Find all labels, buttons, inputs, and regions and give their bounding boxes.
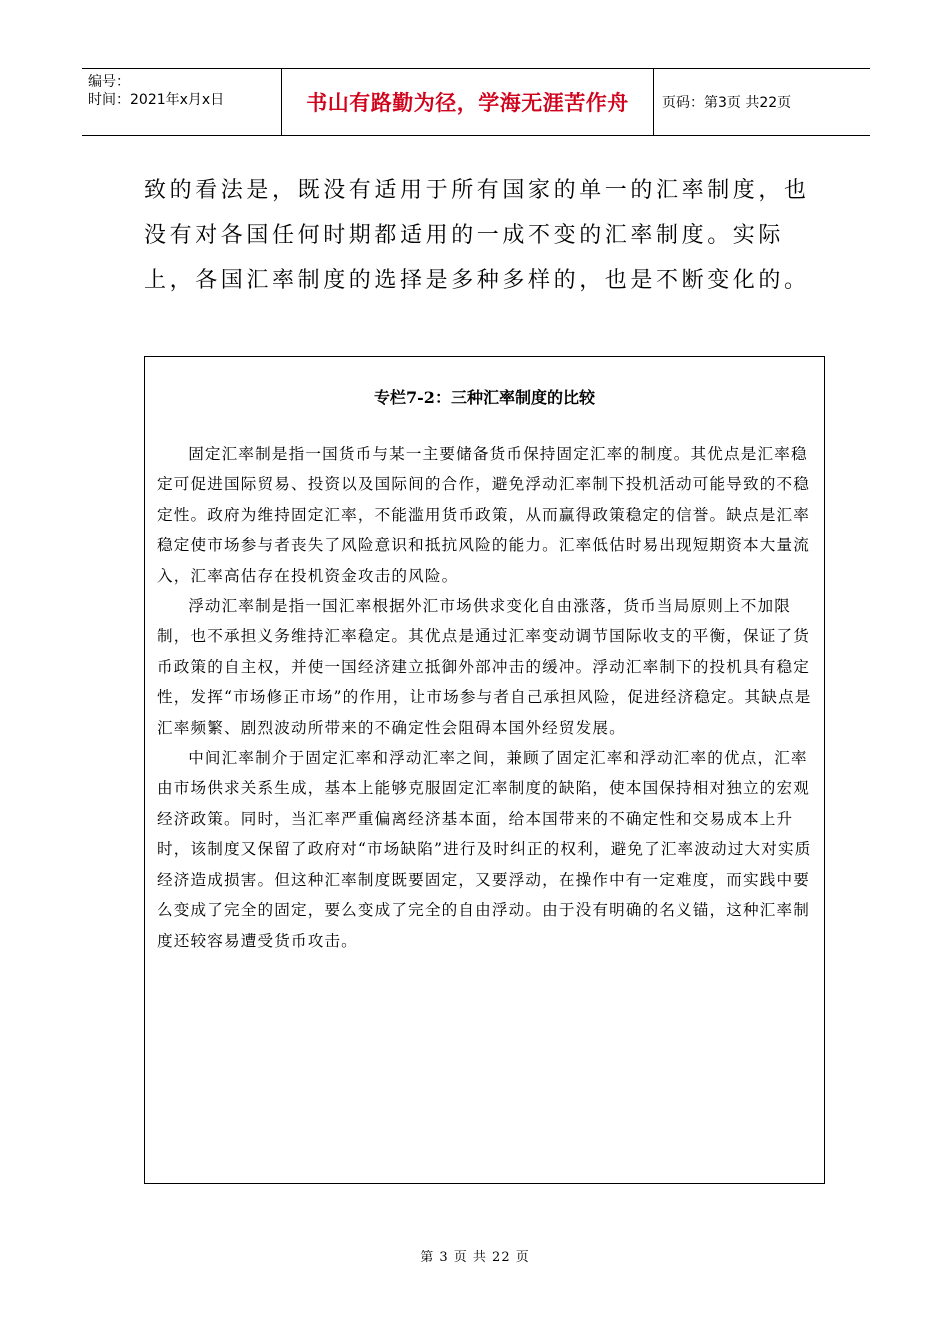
- header-motto: 书山有路勤为径，学海无涯苦作舟: [306, 91, 629, 115]
- sidebar-body: [157, 439, 817, 956]
- sidebar-paragraph-intermediate-rate: 中间汇率制介于固定汇率和浮动汇率之间，兼顾了固定汇率和浮动汇率的优点，汇率由市场供求关系生成，基本上能够克服固定汇率制度的缺陷，使本国保持相对独立的宏观经济政策。同时，当汇率严重偏离经济基本面，给本国带来的不确定性和交易成本上升时，该制度又保留了政府对“市场缺陷”进行及时纠正的权利，避免了汇率波动过大对实质经济造成损害。但这种汇率制度既要固定，又要浮动，在操作中有一定难度，而实践中要么变成了完全的固定，要么变成了完全的自由浮动。由于没有明确的名义锚，这种汇率制度还较容易遭受货币攻击。: [157, 749, 812, 950]
- sidebar-box: [144, 356, 825, 1184]
- document-date: 时间：2021年x月x日: [88, 92, 225, 108]
- header-motto-cell: [282, 69, 654, 135]
- document-number-label: 编号：: [88, 74, 130, 90]
- sidebar-paragraph-floating-rate: 浮动汇率制是指一国汇率根据外汇市场供求变化自由涨落，货币当局原则上不加限制，也不承担义务维持汇率稳定。其优点是通过汇率变动调节国际收支的平衡，保证了货币政策的自主权，并使一国经济建立抵御外部冲击的缓冲。浮动汇率制下的投机具有稳定性，发挥“市场修正市场”的作用，让市场参与者自己承担风险，促进经济稳定。其缺点是汇率频繁、剧烈波动所带来的不确定性会阻碍本国外经贸发展。: [157, 597, 812, 737]
- page-header: [82, 68, 870, 136]
- header-meta: [82, 69, 282, 135]
- sidebar-paragraph-fixed-rate: 固定汇率制是指一国货币与某一主要储备货币保持固定汇率的制度。其优点是汇率稳定可促进国际贸易、投资以及国际间的合作，避免浮动汇率制下投机活动可能导致的不稳定性。政府为维持固定汇率，不能滥用货币政策，从而赢得政策稳定的信誉。缺点是汇率稳定使市场参与者丧失了风险意识和抵抗风险的能力。汇率低估时易出现短期资本大量流入，汇率高估存在投机资金攻击的风险。: [157, 445, 811, 585]
- intro-paragraph: 致的看法是，既没有适用于所有国家的单一的汇率制度，也没有对各国任何时期都适用的一成不变的汇率制度。实际上，各国汇率制度的选择是多种多样的，也是不断变化的。: [144, 178, 810, 293]
- sidebar-title: 专栏7-2：三种汇率制度的比较: [374, 388, 595, 407]
- page-footer: 第 3 页 共 22 页: [420, 1250, 530, 1265]
- header-page-info: 页码：第3页 共22页: [662, 95, 792, 111]
